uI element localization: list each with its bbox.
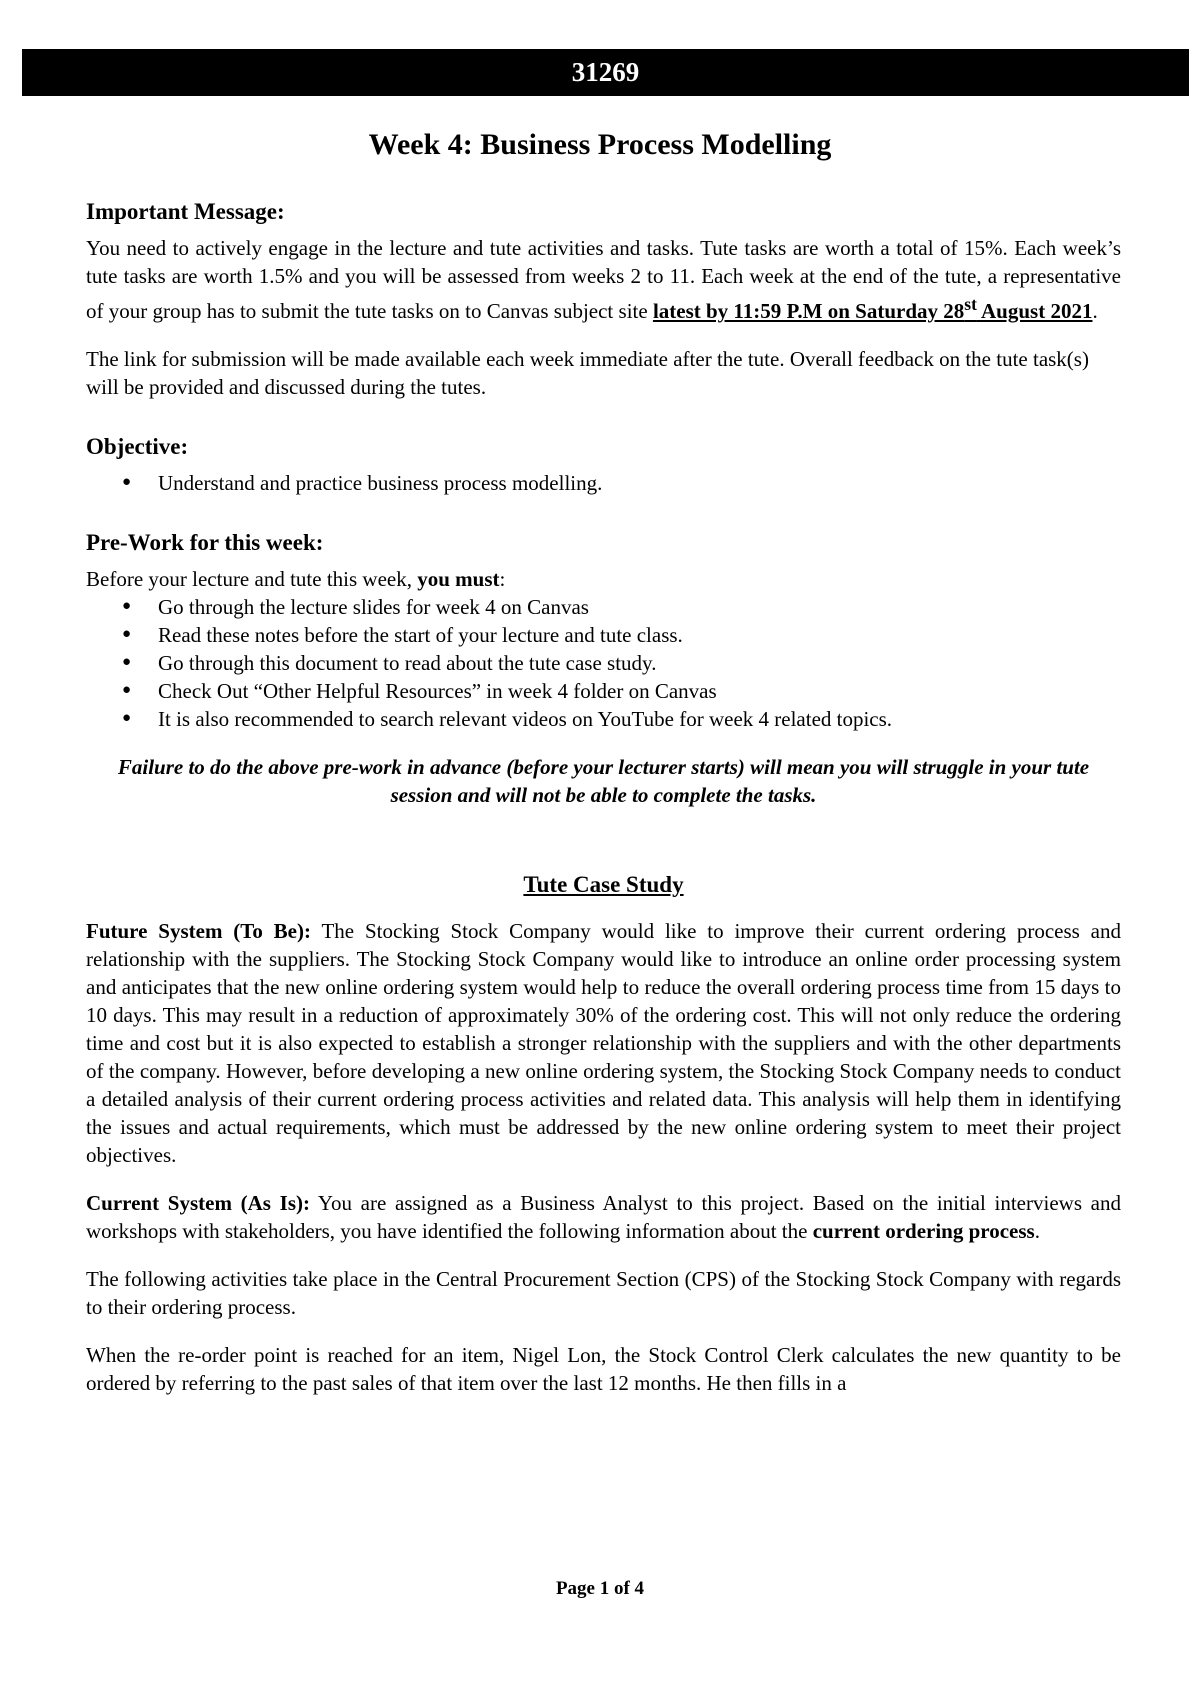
important-heading: Important Message: bbox=[86, 199, 285, 224]
cps-paragraph: The following activities take place in the Central Procurement Section (CPS) of the Stocking Stock Company with regards to their ordering process. bbox=[86, 1267, 1121, 1319]
page-number: Page 1 of 4 bbox=[555, 1578, 645, 1599]
objective-heading: Objective: bbox=[86, 434, 189, 459]
list-item: ● Go through this document to read about the tute case study. bbox=[158, 649, 1121, 677]
prework-intro bbox=[86, 565, 1121, 593]
document-body bbox=[86, 198, 1121, 1397]
prework-list bbox=[86, 593, 1121, 733]
course-code: 31269 bbox=[571, 57, 640, 87]
list-item: ● Go through the lecture slides for week 4 on Canvas bbox=[158, 593, 1121, 621]
important-paragraph bbox=[86, 234, 1121, 325]
prework-intro-bold: you must bbox=[417, 567, 500, 591]
current-system-end: . bbox=[1034, 1219, 1040, 1243]
future-system-paragraph bbox=[86, 917, 1121, 1169]
objective-list bbox=[86, 469, 1121, 497]
current-system-paragraph bbox=[86, 1189, 1121, 1245]
case-study-title: Tute Case Study bbox=[523, 872, 684, 897]
prework-intro-post: : bbox=[499, 567, 506, 591]
deadline-end: . bbox=[1092, 299, 1098, 323]
prework-intro-pre: Before your lecture and tute this week, bbox=[86, 567, 418, 591]
page-title: Week 4: Business Process Modelling bbox=[368, 128, 832, 161]
current-system-label: Current System (As Is): bbox=[86, 1191, 311, 1215]
reorder-paragraph: When the re-order point is reached for an item, Nigel Lon, the Stock Control Clerk calculates the new quantity to be ordered by referring to the past sales of that item over the last 12 months. He then fills in a bbox=[86, 1343, 1121, 1395]
deadline-text bbox=[652, 294, 1093, 323]
deadline-superscript: st bbox=[964, 294, 977, 314]
list-item: ● Understand and practice business process modelling. bbox=[158, 469, 1121, 497]
prework-heading: Pre-Work for this week: bbox=[86, 530, 324, 555]
list-item: ● Check Out “Other Helpful Resources” in week 4 folder on Canvas bbox=[158, 677, 1121, 705]
list-item: ● Read these notes before the start of your lecture and tute class. bbox=[158, 621, 1121, 649]
submission-paragraph: The link for submission will be made available each week immediate after the tute. Overall feedback on the tute task(s) will be provided and discussed during the tutes. bbox=[86, 347, 1089, 399]
deadline-pre: latest by 11:59 P.M on Saturday 28 bbox=[652, 299, 965, 323]
list-item: ● It is also recommended to search relevant videos on YouTube for week 4 related topics. bbox=[158, 705, 1121, 733]
course-code-bar bbox=[22, 49, 1189, 96]
current-system-text: You are assigned as a Business Analyst to this project. Based on the initial interviews and workshops with stakeholders, you have identified the following information about the bbox=[86, 1191, 1122, 1243]
future-system-text: The Stocking Stock Company would like to improve their current ordering process and relationship with the suppliers. The Stocking Stock Company would like to introduce an online order processing system and anticipates that the new online ordering system would help to reduce the overall ordering process time from 15 days to 10 days. This may result in a reduction of approximately 30% of the ordering cost. This will not only reduce the ordering time and cost but it is also expected to establish a stronger relationship with the suppliers and with the other departments of the company. However, before developing a new online ordering system, the Stocking Stock Company needs to conduct a detailed analysis of their current ordering process activities and related data. This analysis will help them in identifying the issues and actual requirements, which must be addressed by the new online ordering system to meet their project objectives. bbox=[86, 919, 1121, 1167]
deadline-post: August 2021 bbox=[976, 299, 1093, 323]
current-system-bold: current ordering process bbox=[812, 1219, 1035, 1243]
future-system-label: Future System (To Be): bbox=[86, 919, 311, 943]
important-text: You need to actively engage in the lecture and tute activities and tasks. Tute tasks are worth a total of 15%. Each week’s tute tasks are worth 1.5% and you will be assessed from weeks 2 to 11. Each week at the end of the tute, a representative of your group has to submit the tute tasks on to Canvas subject site bbox=[86, 236, 1121, 323]
prework-warning: Failure to do the above pre-work in advance (before your lecturer starts) will mean you will struggle in your tute session and will not be able to complete the tasks. bbox=[117, 755, 1090, 807]
